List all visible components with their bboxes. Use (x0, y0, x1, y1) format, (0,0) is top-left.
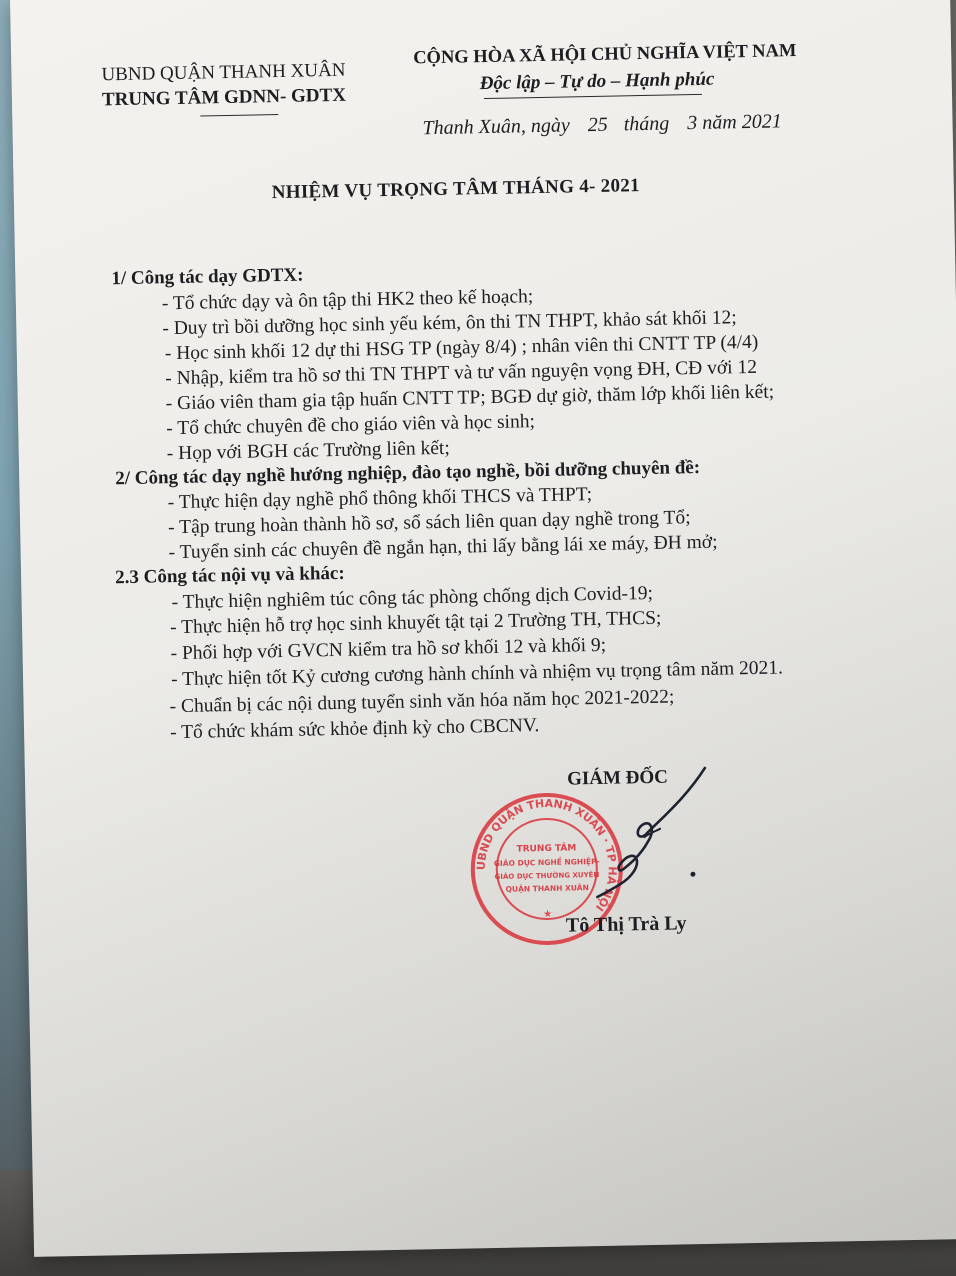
date-line (422, 110, 782, 140)
stamp-line-4: QUẬN THANH XUÂN (505, 883, 589, 894)
stamp-ring-text: UBND QUẬN THANH XUÂN · TP HÀ NỘI (474, 796, 619, 914)
list-item: - Tập trung hoàn thành hồ sơ, sổ sách liên quan dạy nghề trong Tổ; (167, 507, 691, 539)
list-item: - Thực hiện hỗ trợ học sinh khuyết tật tại 2 Trường TH, THCS; (169, 607, 662, 639)
document-title: NHIỆM VỤ TRỌNG TÂM THÁNG 4- 2021 (271, 175, 641, 204)
date-year: năm 2021 (702, 110, 782, 134)
date-place: Thanh Xuân, ngày (422, 114, 570, 140)
svg-text:★: ★ (543, 908, 553, 921)
agency-name: UBND QUẬN THANH XUÂN (101, 59, 346, 86)
date-month: 3 (687, 111, 698, 135)
motto-underline (484, 94, 702, 99)
list-item: - Tuyển sinh các chuyên đề ngắn hạn, thi lấy bằng lái xe máy, ĐH mở; (168, 531, 718, 564)
list-item: - Tổ chức dạy và ôn tập thi HK2 theo kế hoạch; (161, 286, 534, 315)
unit-name: TRUNG TÂM GDNN- GDTX (101, 84, 347, 111)
section-heading: 1/ Công tác dạy GDTX: (111, 264, 304, 290)
list-item: - Duy trì bồi dưỡng học sinh yếu kém, ôn thi TN THPT, khảo sát khối 12; (162, 307, 737, 340)
date-month-label: tháng (623, 112, 670, 136)
list-item: - Họp với BGH các Trường liên kết; (166, 437, 450, 465)
signer-title: GIÁM ĐỐC (566, 766, 669, 790)
signer-name: Tô Thị Trà Ly (565, 912, 687, 937)
list-item: - Nhập, kiểm tra hồ sơ thi TN THPT và tư vấn nguyện vọng ĐH, CĐ với 12 (165, 356, 758, 390)
date-day: 25 (587, 113, 608, 137)
stamp-line-1: TRUNG TÂM (516, 843, 577, 855)
document-page (10, 0, 956, 1257)
list-item: - Học sinh khối 12 dự thi HSG TP (ngày 8/4) ; nhân viên thi CNTT TP (4/4) (164, 331, 759, 365)
section-heading: 2.3 Công tác nội vụ và khác: (114, 562, 345, 589)
stamp-line-3: GIÁO DỤC THƯỜNG XUYÊN (494, 870, 600, 881)
list-item: - Thực hiện tốt Kỷ cương cương hành chính và nhiệm vụ trọng tâm năm 2021. (170, 657, 784, 691)
stamp-line-2: GIÁO DỤC NGHỀ NGHIỆP- (493, 856, 600, 869)
unit-underline (200, 114, 278, 116)
list-item: - Tổ chức khám sức khỏe định kỳ cho CBCNV. (169, 715, 540, 744)
list-item: - Tổ chức chuyên đề cho giáo viên và học sinh; (166, 411, 536, 440)
section-heading: 2/ Công tác dạy nghề hướng nghiệp, đào tạo nghề, bồi dưỡng chuyên đề: (115, 456, 701, 490)
motto: Độc lập – Tự do – Hạnh phúc (479, 68, 715, 95)
list-item: - Thực hiện nghiêm túc công tác phòng chống dịch Covid-19; (171, 582, 654, 614)
list-item: - Chuẩn bị các nội dung tuyển sinh văn hóa năm học 2021-2022; (169, 686, 675, 718)
nation-name: CỘNG HÒA XÃ HỘI CHỦ NGHĨA VIỆT NAM (413, 41, 797, 69)
list-item: - Phối hợp với GVCN kiểm tra hồ sơ khối 12 và khối 9; (170, 634, 607, 665)
list-item: - Giáo viên tham gia tập huấn CNTT TP; BGĐ dự giờ, thăm lớp khối liên kết; (165, 381, 775, 415)
list-item: - Thực hiện dạy nghề phổ thông khối THCS và THPT; (167, 484, 593, 514)
handwritten-signature (545, 757, 748, 931)
